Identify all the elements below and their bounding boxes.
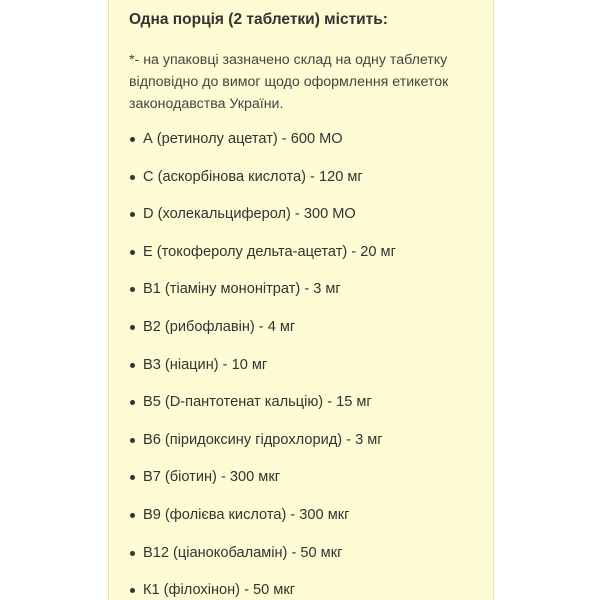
ingredient-text: В12 (ціанокобаламін) - 50 мкг	[143, 544, 343, 561]
ingredient-text: В6 (піридоксину гідрохлорид) - 3 мг	[143, 431, 383, 448]
bullet-icon	[130, 438, 135, 443]
ingredient-text: А (ретинолу ацетат) - 600 МО	[143, 131, 343, 147]
section-heading: Одна порція (2 таблетки) містить:	[129, 11, 388, 28]
list-item	[109, 429, 396, 467]
list-item	[109, 241, 396, 279]
ingredients-panel	[108, 0, 494, 600]
bullet-icon	[130, 325, 135, 330]
ingredient-text: В2 (рибофлавін) - 4 мг	[143, 318, 296, 335]
list-item	[109, 391, 396, 429]
ingredient-list	[109, 128, 396, 600]
bullet-icon	[130, 400, 135, 405]
ingredient-text: К1 (філохінон) - 50 мкг	[143, 582, 296, 599]
bullet-icon	[130, 175, 135, 180]
bullet-icon	[130, 551, 135, 556]
label-note: *- на упаковці зазначено склад на одну таблетку відповідно до вимог щодо оформлення етикеток законодавства України.	[129, 52, 449, 112]
list-item	[109, 354, 396, 392]
ingredient-text: В9 (фолієва кислота) - 300 мкг	[143, 506, 350, 523]
bullet-icon	[130, 513, 135, 518]
list-item	[109, 128, 396, 166]
list-item	[109, 316, 396, 354]
list-item	[109, 542, 396, 580]
ingredient-text: С (аскорбінова кислота) - 120 мг	[143, 168, 363, 185]
list-item	[109, 466, 396, 504]
bullet-icon	[130, 137, 135, 142]
list-item	[109, 203, 396, 241]
ingredient-text: В1 (тіаміну мононітрат) - 3 мг	[143, 281, 341, 298]
bullet-icon	[130, 363, 135, 368]
list-item	[109, 166, 396, 204]
ingredient-text: В7 (біотин) - 300 мкг	[143, 469, 281, 486]
bullet-icon	[130, 250, 135, 255]
ingredient-text: В5 (D-пантотенат кальцію) - 15 мг	[143, 394, 372, 411]
bullet-icon	[130, 475, 135, 480]
bullet-icon	[130, 287, 135, 292]
list-item	[109, 504, 396, 542]
bullet-icon	[130, 212, 135, 217]
list-item	[109, 579, 396, 600]
ingredient-text: D (холекальциферол) - 300 МО	[143, 206, 356, 223]
ingredient-text: Е (токоферолу дельта-ацетат) - 20 мг	[143, 243, 396, 260]
bullet-icon	[130, 588, 135, 593]
ingredient-text: В3 (ніацин) - 10 мг	[143, 356, 268, 373]
list-item	[109, 278, 396, 316]
